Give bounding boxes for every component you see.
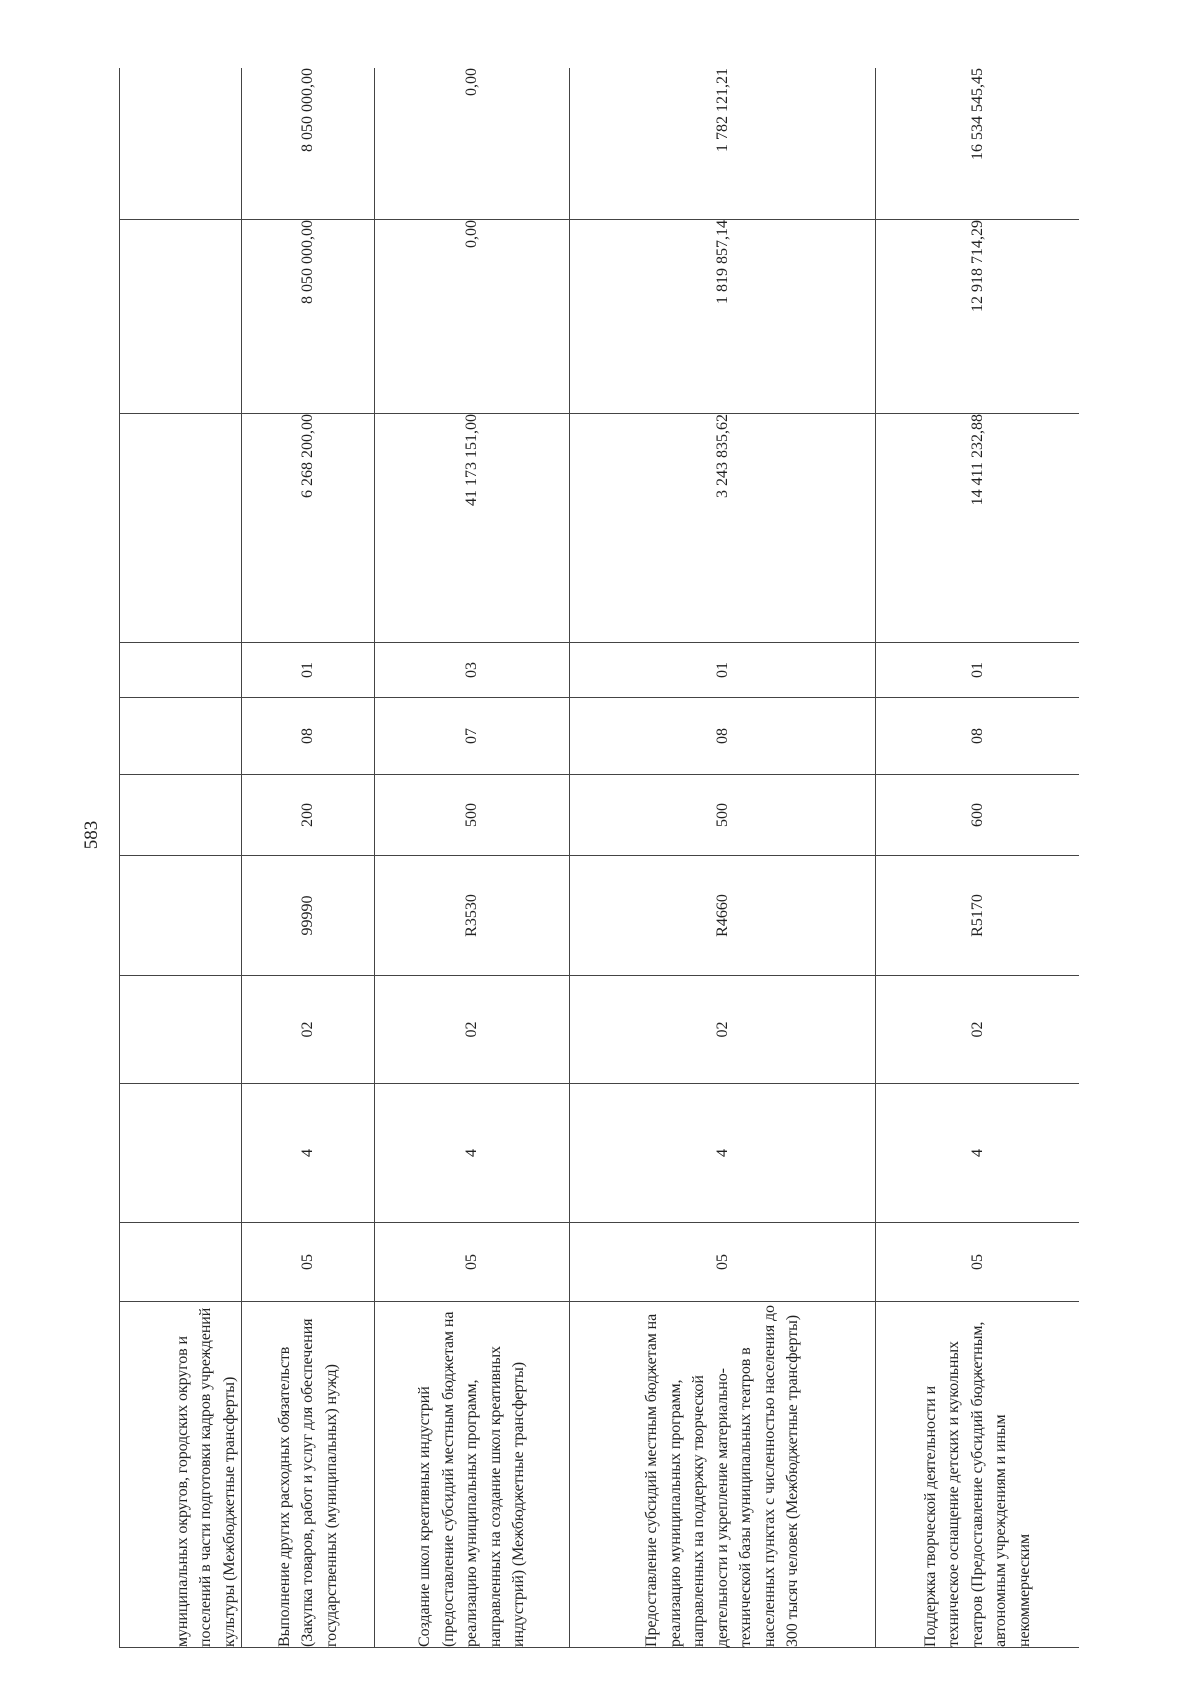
code-cell [120,1084,242,1223]
code-cell: 08 [570,698,876,775]
code-cell: 03 [375,643,570,698]
amount-cell [120,414,242,643]
page-number: 583 [81,820,102,850]
row-description: Создание школ креативных индустрий (предоставление субсидий местным бюджетам на реализацию муниципальных программ, направленных на создание школ креативных индустрий) (Межбюджетные трансферты) [375,1302,570,1648]
code-cell: 4 [375,1084,570,1223]
code-cell: 200 [242,775,375,856]
code-cell [120,1223,242,1302]
code-cell [120,643,242,698]
amount-cell: 6 268 200,00 [242,414,375,643]
amount-cell [120,220,242,414]
amount-cell: 14 411 232,88 [876,414,1080,643]
amount-cell: 41 173 151,00 [375,414,570,643]
amount-cell: 0,00 [375,220,570,414]
row-description: Поддержка творческой деятельности и техническое оснащение детских и кукольных театров (Предоставление субсидий бюджетным, автономным учреждениям и иным некоммерческим [876,1302,1080,1648]
code-cell: 05 [242,1223,375,1302]
table-row [876,68,1080,1648]
row-description: Предоставление субсидий местным бюджетам на реализацию муниципальных программ, направленных на поддержку творческой деятельности и укрепление материально-технической базы муниципальных театров в населенных пунктах с численностью населения до 300 тысяч человек (Межбюджетные трансферты) [570,1302,876,1648]
amount-cell: 0,00 [375,68,570,220]
code-cell: 01 [242,643,375,698]
code-cell [120,856,242,976]
code-cell: 02 [242,976,375,1084]
code-cell: 99990 [242,856,375,976]
budget-table [119,68,1079,1648]
code-cell: 500 [570,775,876,856]
code-cell: R5170 [876,856,1080,976]
table-row [242,68,375,1648]
code-cell: 05 [570,1223,876,1302]
row-description: муниципальных округов, городских округов и поселений в части подготовки кадров учреждений культуры (Межбюджетные трансферты) [120,1302,242,1648]
code-cell: 05 [375,1223,570,1302]
amount-cell: 16 534 545,45 [876,68,1080,220]
amount-cell: 1 819 857,14 [570,220,876,414]
code-cell: 4 [876,1084,1080,1223]
code-cell: 01 [570,643,876,698]
budget-table-container [119,68,1079,1648]
amount-cell: 3 243 835,62 [570,414,876,643]
code-cell: R3530 [375,856,570,976]
code-cell: 02 [570,976,876,1084]
code-cell: 02 [375,976,570,1084]
row-description: Выполнение других расходных обязательств (Закупка товаров, работ и услуг для обеспечения государственных (муниципальных) нужд) [242,1302,375,1648]
code-cell: 4 [570,1084,876,1223]
code-cell: 02 [876,976,1080,1084]
code-cell: 05 [876,1223,1080,1302]
table-row [570,68,876,1648]
code-cell [120,698,242,775]
code-cell [120,775,242,856]
code-cell: 4 [242,1084,375,1223]
code-cell: 01 [876,643,1080,698]
amount-cell: 8 050 000,00 [242,68,375,220]
code-cell: 500 [375,775,570,856]
code-cell [120,976,242,1084]
table-row [375,68,570,1648]
code-cell: 08 [876,698,1080,775]
code-cell: R4660 [570,856,876,976]
amount-cell: 1 782 121,21 [570,68,876,220]
amount-cell: 12 918 714,29 [876,220,1080,414]
code-cell: 600 [876,775,1080,856]
table-row [120,68,242,1648]
code-cell: 07 [375,698,570,775]
code-cell: 08 [242,698,375,775]
amount-cell [120,68,242,220]
amount-cell: 8 050 000,00 [242,220,375,414]
